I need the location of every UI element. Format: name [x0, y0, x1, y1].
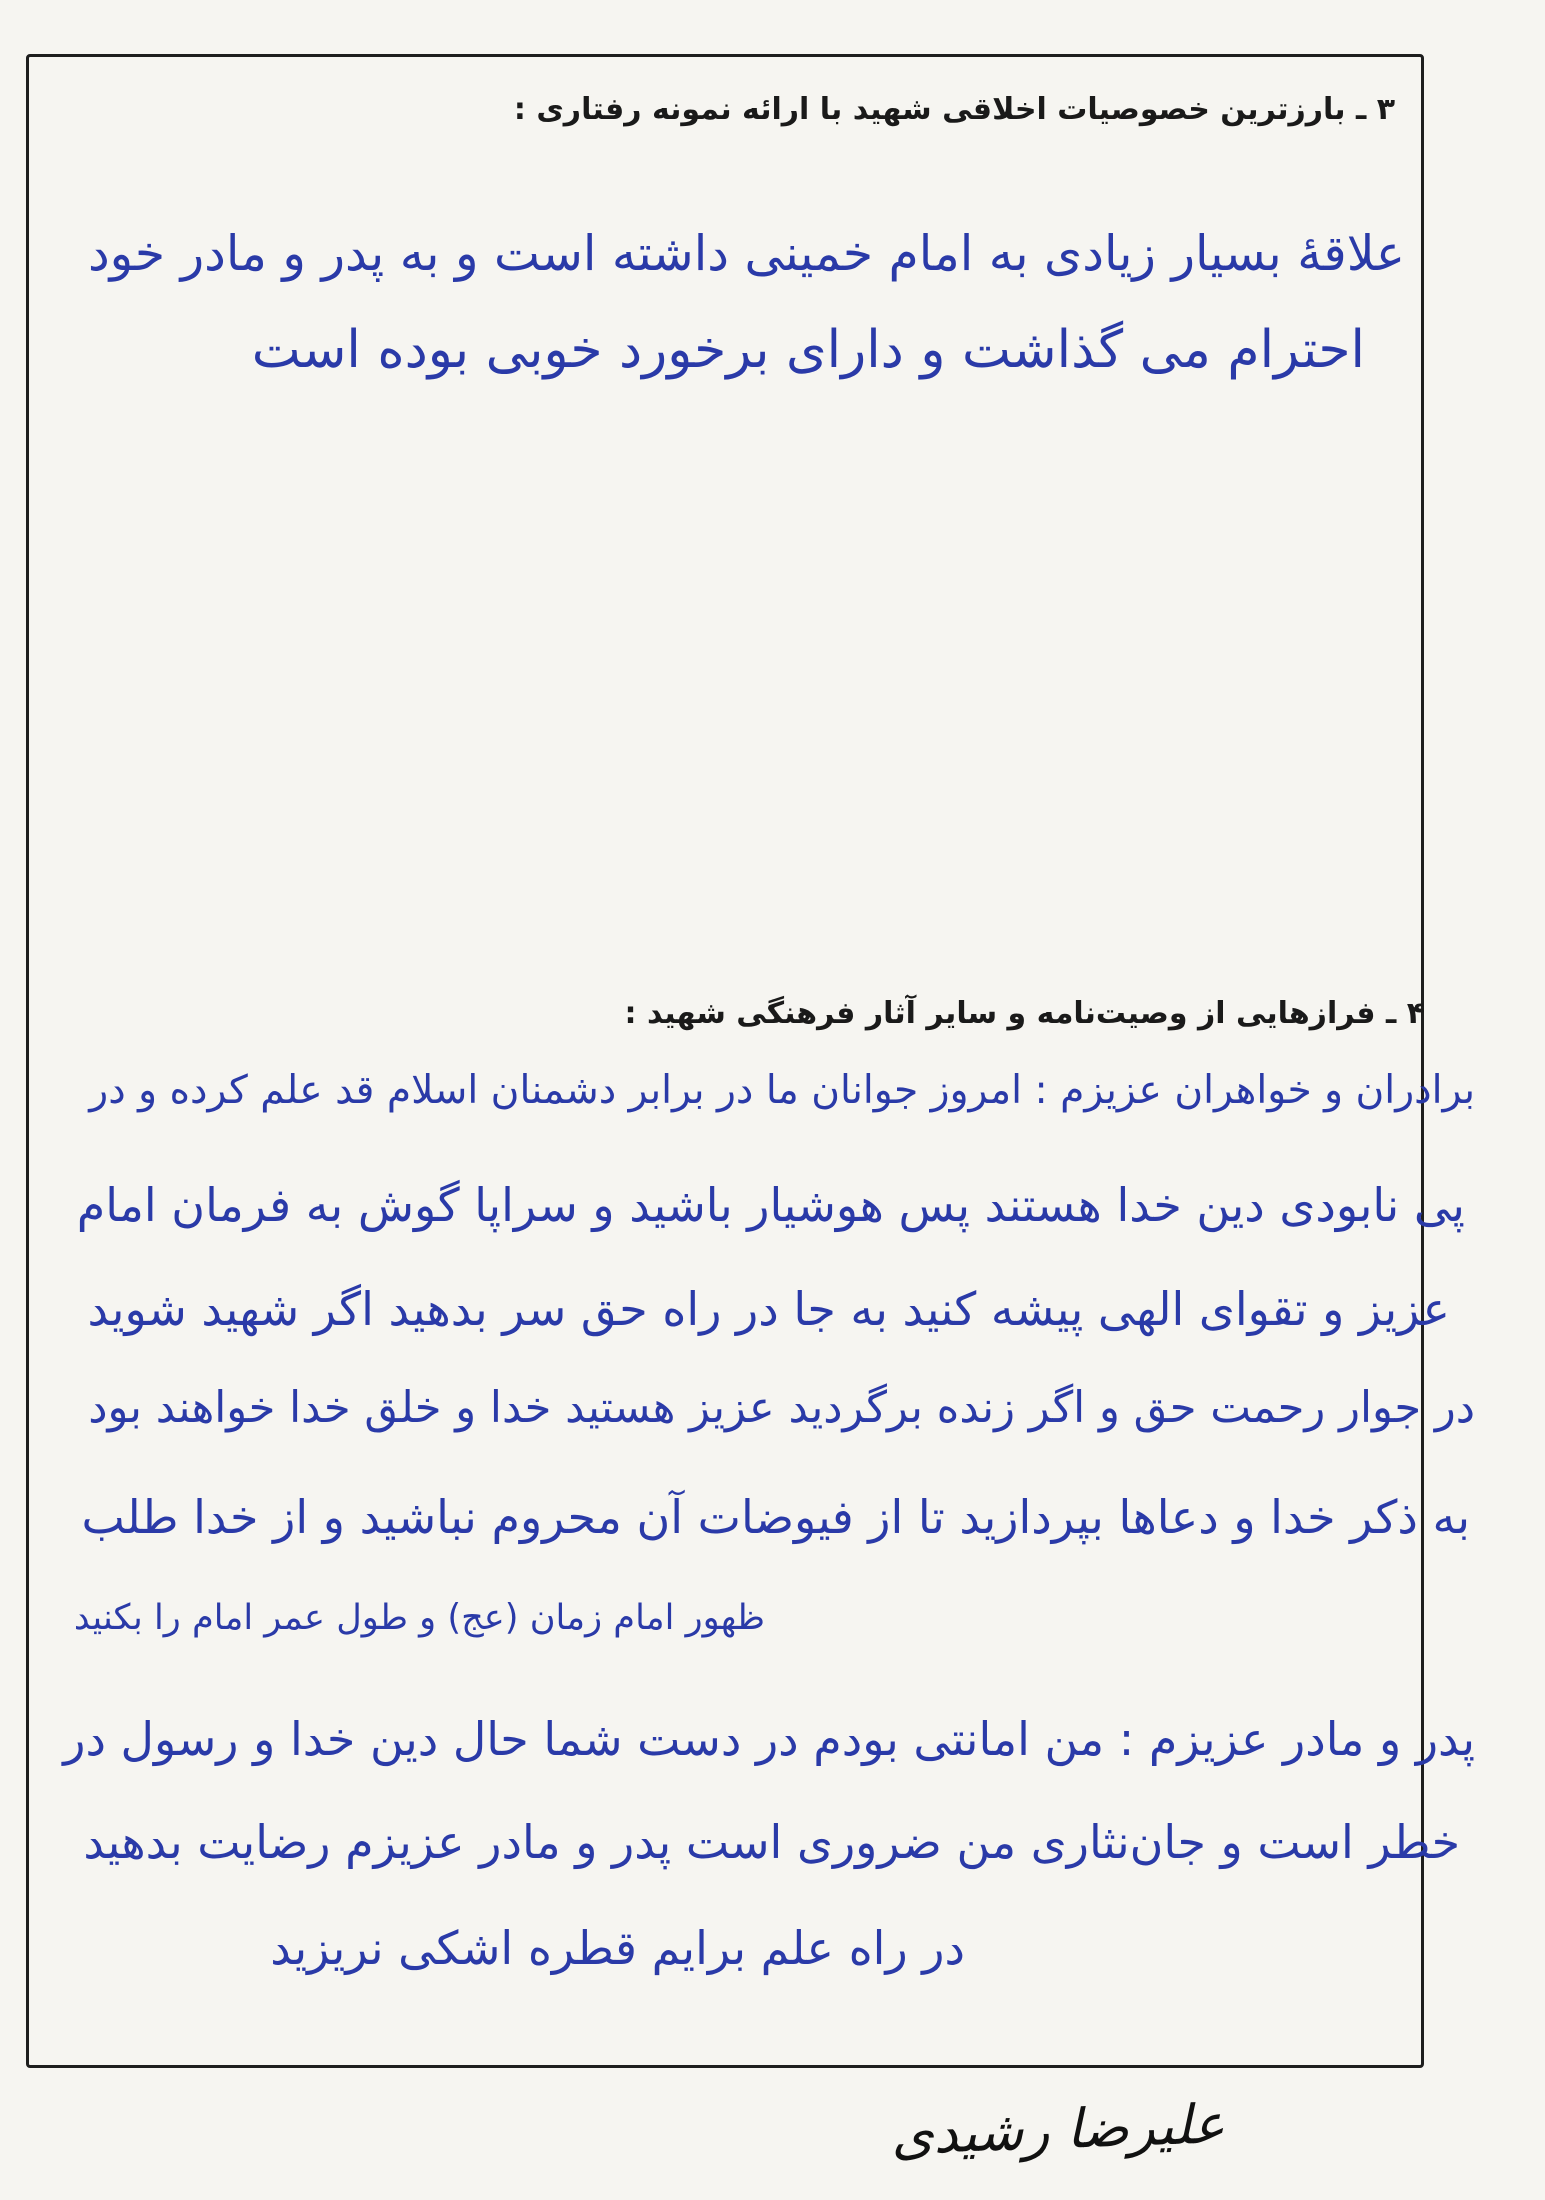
section3-answer-line: احترام می گذاشت و دارای برخورد خوبی بوده است [251, 320, 1365, 380]
signature: علیرضا رشیدی [890, 2092, 1226, 2167]
section3-heading: ۳ ـ بارزترین خصوصیات اخلاقی شهید با ارائه نمونه رفتاری : [513, 92, 1395, 127]
section4-answer-line: پدر و مادر عزیزم : من امانتی بودم در دست شما حال دین خدا و رسول در [63, 1712, 1475, 1766]
section4-answer-line: خطر است و جان‌نثاری من ضروری است پدر و مادر عزیزم رضایت بدهید [83, 1815, 1460, 1869]
section4-answer-line: ظهور امام زمان (عج) و طول عمر امام را بکنید [73, 1597, 765, 1638]
section4-heading: ۴ ـ فرازهایی از وصیت‌نامه و سایر آثار فرهنگی شهید : [624, 996, 1425, 1031]
section4-answer-line: عزیز و تقوای الهی پیشه کنید به جا در راه حق سر بدهید اگر شهید شوید [87, 1282, 1450, 1336]
section4-answer-line: در جوار رحمت حق و اگر زنده برگردید عزیز هستید خدا و خلق خدا خواهند بود [88, 1383, 1475, 1433]
section4-answer-line: در راه علم برایم قطره اشکی نریزید [270, 1921, 965, 1975]
section4-answer-line: برادران و خواهران عزیزم : امروز جوانان ما در برابر دشمنان اسلام قد علم کرده و در [89, 1068, 1475, 1113]
section4-answer-line: به ذکر خدا و دعاها بپردازید تا از فیوضات آن محروم نباشید و از خدا طلب [81, 1490, 1470, 1544]
section4-answer-line: پی نابودی دین خدا هستند پس هوشیار باشید و سراپا گوش به فرمان امام [76, 1178, 1465, 1232]
section3-answer-line: علاقهٔ بسیار زیادی به امام خمینی داشته است و به پدر و مادر خود [87, 225, 1405, 282]
